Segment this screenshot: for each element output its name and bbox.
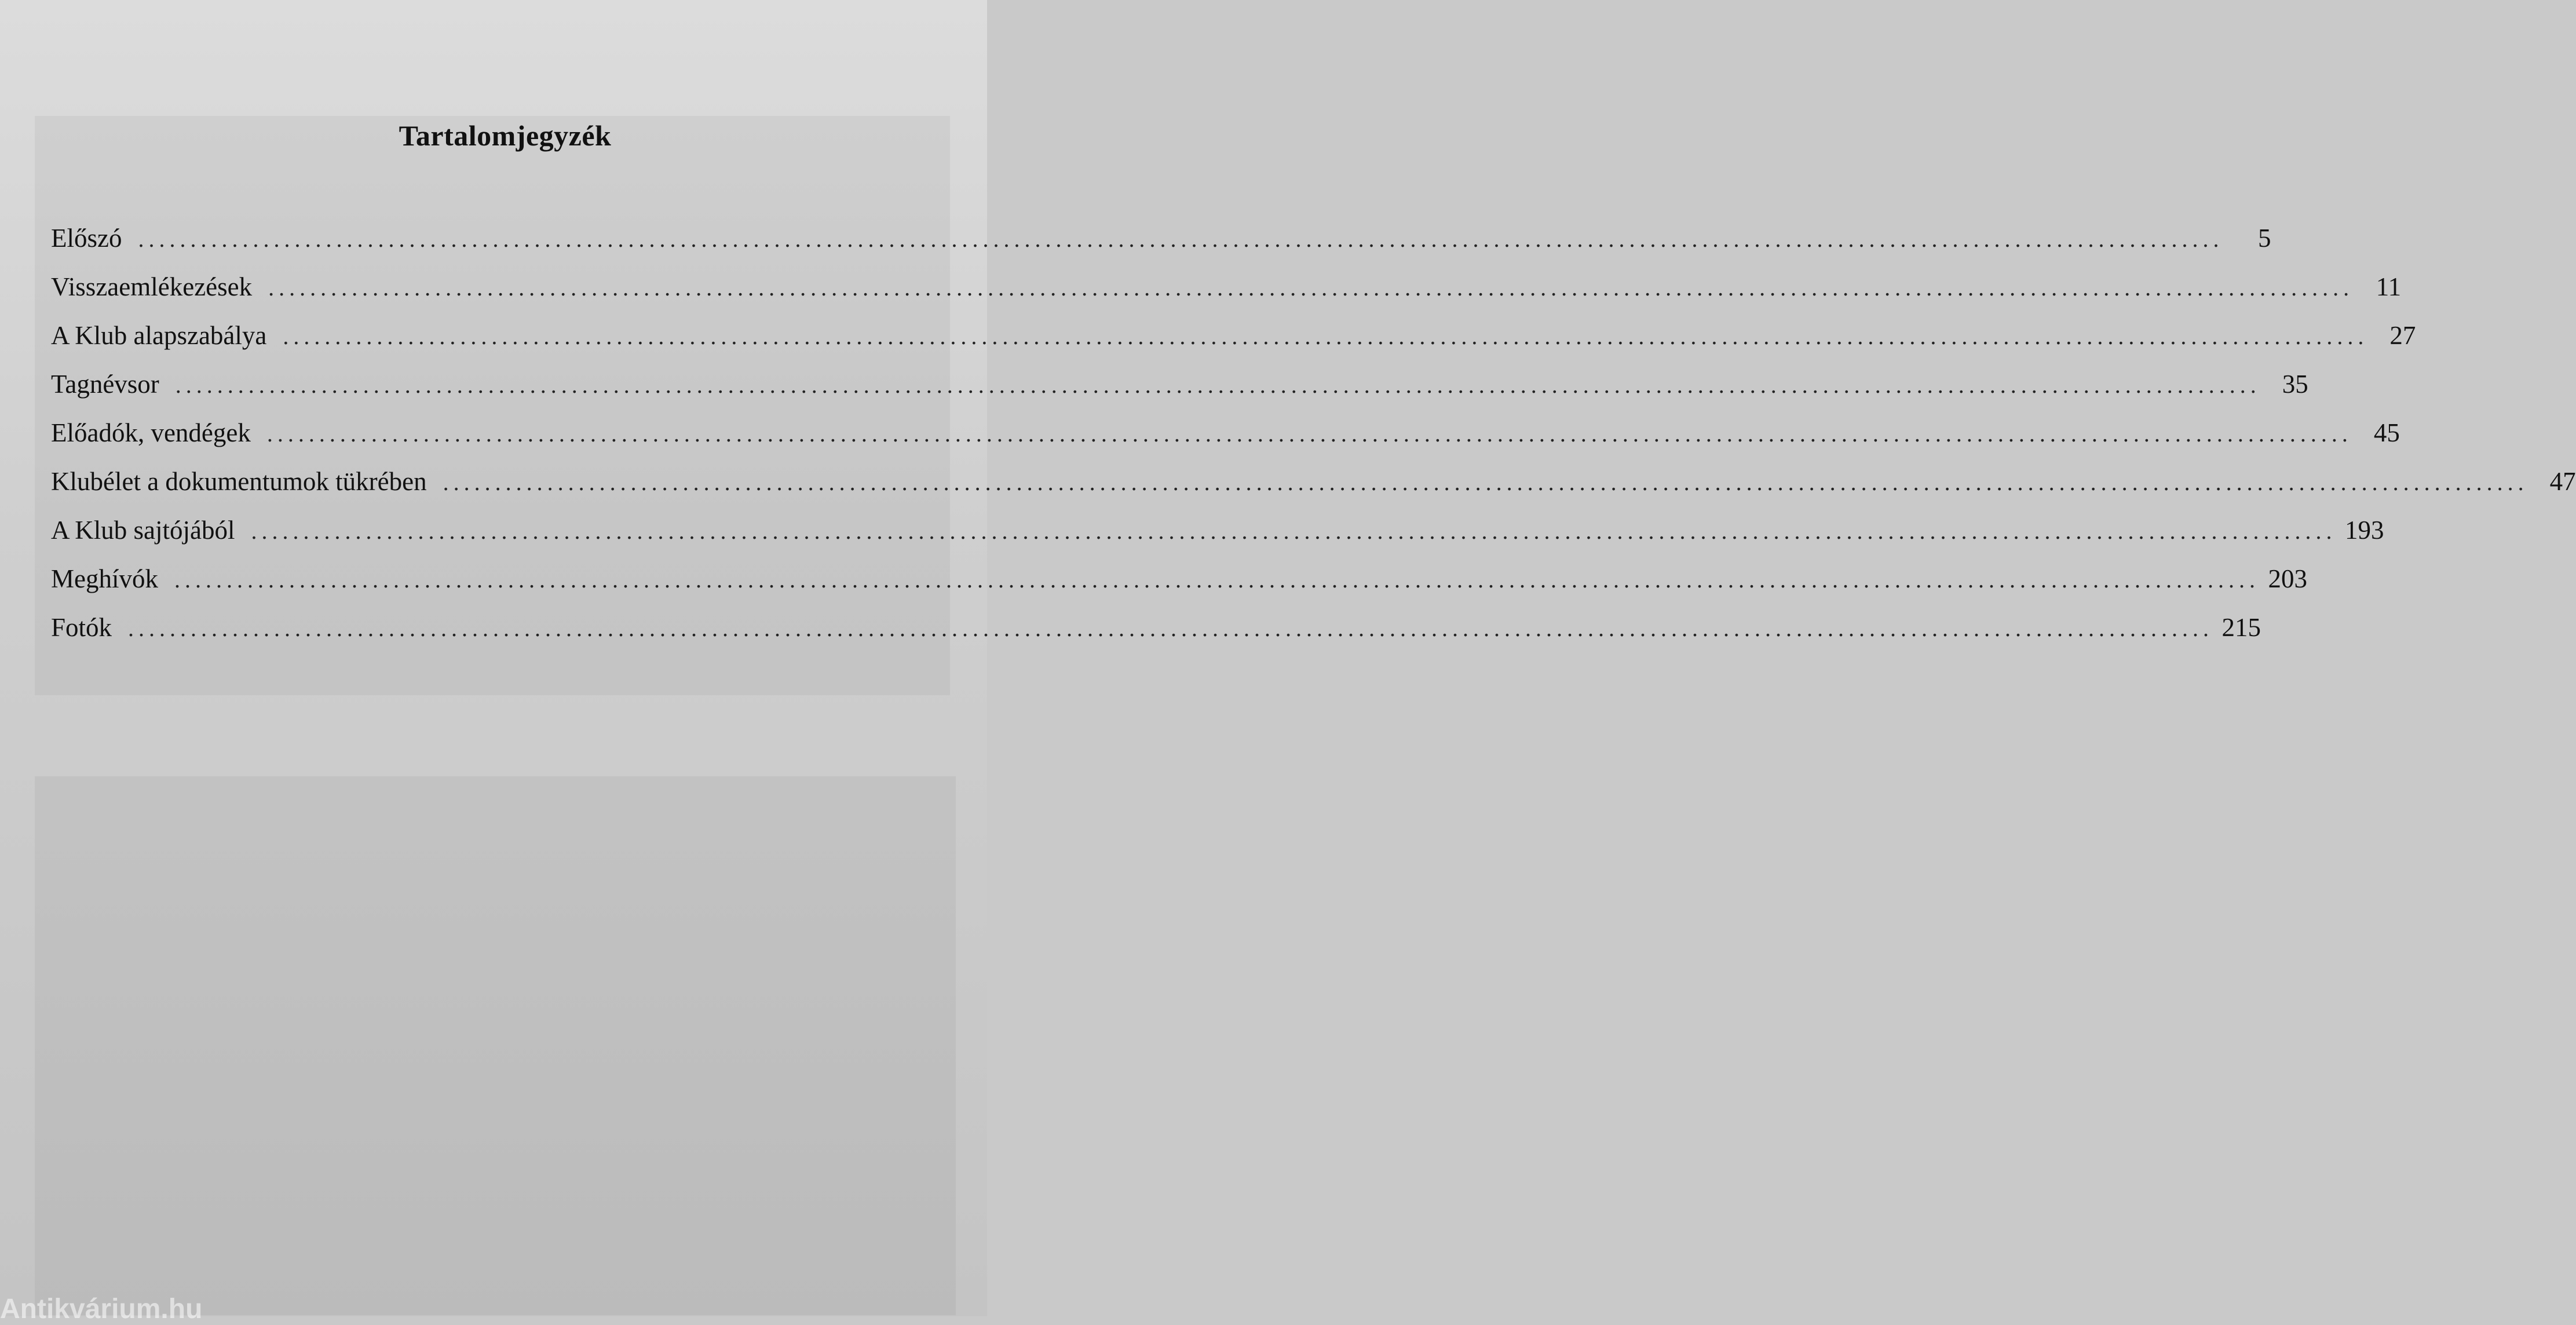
- toc-entry: [51, 223, 2271, 272]
- toc-entry-label: A Klub sajtójából: [51, 516, 235, 545]
- table-of-contents: [51, 223, 2576, 661]
- toc-entry: [51, 320, 2416, 369]
- toc-entry-page: 5: [2257, 224, 2271, 253]
- toc-entry: [51, 369, 2308, 418]
- toc-entry-label: Fotók: [51, 613, 112, 642]
- toc-entry-label: Klubélet a dokumentumok tükrében: [51, 467, 427, 496]
- dot-leader: ........................................................................................................................................................................................................: [128, 615, 2214, 641]
- toc-entry-label: Előszó: [51, 224, 122, 253]
- toc-entry-page: 215: [2221, 613, 2261, 642]
- toc-entry-page: 35: [2282, 370, 2308, 399]
- toc-entry-page: 193: [2344, 516, 2384, 545]
- toc-entry-page: 27: [2389, 321, 2416, 350]
- dot-leader: ........................................................................................................................................................................................................: [175, 372, 2261, 398]
- toc-entry-label: Tagnévsor: [51, 370, 159, 399]
- toc-entry: [51, 466, 2576, 515]
- watermark: Antikvárium.hu: [0, 1294, 203, 1324]
- toc-entry: [51, 418, 2400, 466]
- show-through-photo-bottom: [35, 776, 956, 1315]
- dot-leader: ........................................................................................................................................................................................................: [138, 226, 2224, 252]
- toc-entry: [51, 272, 2402, 320]
- toc-entry: [51, 515, 2384, 564]
- toc-entry: [51, 564, 2307, 612]
- toc-entry-label: A Klub alapszabálya: [51, 321, 267, 350]
- dot-leader: ........................................................................................................................................................................................................: [283, 323, 2369, 349]
- page-title: Tartalomjegyzék: [399, 119, 612, 152]
- toc-entry-page: 47: [2549, 467, 2576, 496]
- toc-entry: [51, 612, 2261, 661]
- toc-entry-page: 45: [2373, 418, 2400, 447]
- toc-entry-label: Meghívók: [51, 564, 158, 593]
- toc-entry-page: 203: [2268, 564, 2307, 593]
- toc-entry-page: 11: [2376, 272, 2402, 301]
- dot-leader: ........................................................................................................................................................................................................: [251, 518, 2337, 544]
- dot-leader: ........................................................................................................................................................................................................: [266, 421, 2352, 447]
- dot-leader: ........................................................................................................................................................................................................: [268, 275, 2354, 301]
- dot-leader: ........................................................................................................................................................................................................: [174, 567, 2260, 593]
- toc-entry-label: Előadók, vendégek: [51, 418, 251, 447]
- toc-entry-label: Visszaemlékezések: [51, 272, 253, 301]
- dot-leader: ........................................................................................................................................................................................................: [443, 469, 2529, 495]
